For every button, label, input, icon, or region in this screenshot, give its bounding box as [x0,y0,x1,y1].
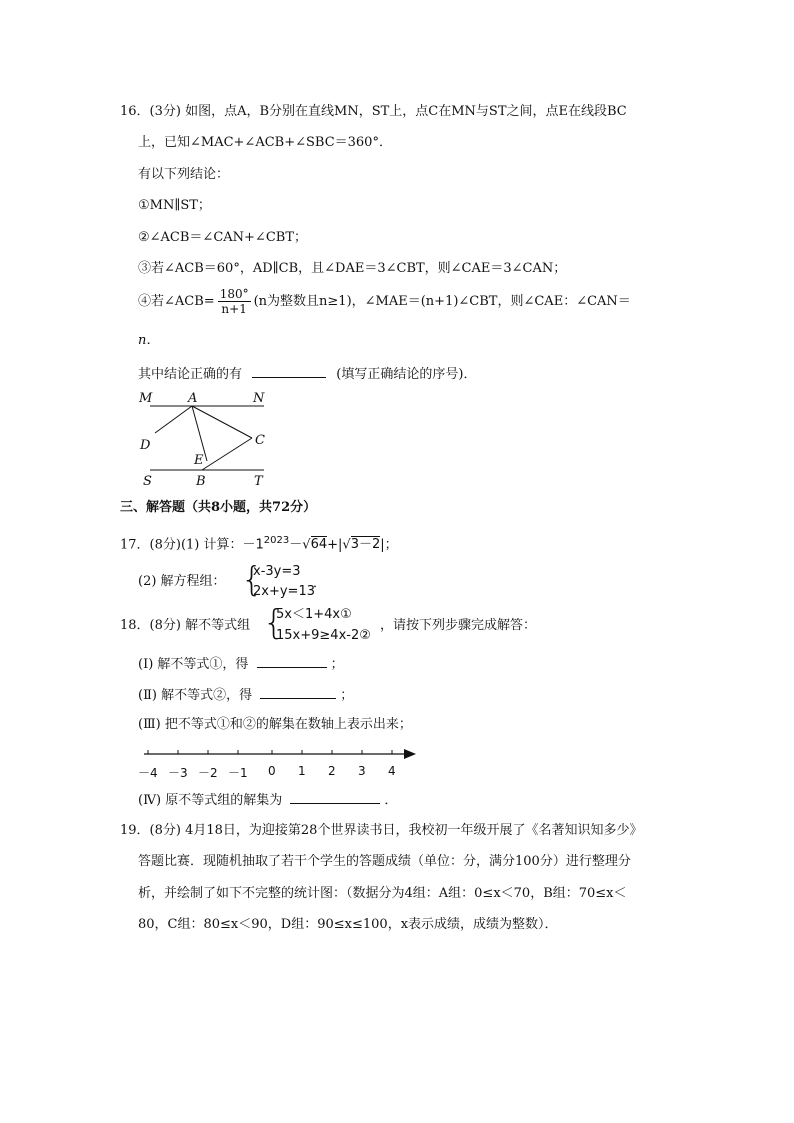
fraction-denominator: n+1 [221,302,247,316]
axis-tick-label: －3 [168,766,188,780]
q17-equation-2: 2x+y=13 [253,584,315,599]
q16-c4-suffix: (n为整数且n≥1)，∠MAE＝(n+1)∠CBT，则∠CAE：∠CAN＝ [253,294,631,309]
q18-step2-label: (Ⅱ) 解不等式②，得 [138,688,253,703]
brace-icon: { [263,603,285,643]
sqrt-icon: √ [302,537,311,553]
label-b: B [196,474,206,488]
q17-prefix: 17．(8分)(1) 计算： [120,537,243,553]
arrow-right-icon [404,749,416,759]
q16-conclusion-2: ②∠ACB＝∠CAN+∠CBT； [138,230,307,245]
abs-bar-right: |； [380,537,398,553]
abs-bar-left: | [338,537,343,553]
q19-line4: 80，C组：80≤x＜90，D组：90≤x≤100，x表示成绩，成绩为整数）． [138,917,558,932]
label-t: T [254,474,263,488]
axis-tick-label: 3 [358,764,366,778]
q18-step4-blank[interactable] [290,791,380,804]
q16-answer-prefix: 其中结论正确的有 [138,367,243,382]
q16-answer-suffix: (填写正确结论的序号)． [336,367,477,382]
q18-step-1: (Ⅰ) 解不等式①，得 ； [138,657,344,672]
q18-suffix: ，请按下列步骤完成解答： [380,618,537,633]
q16-geometry-figure [136,388,276,488]
q17-power-base: －1 [242,537,264,553]
q16-c4-prefix: ④若∠ACB= [138,294,215,309]
q16-line1: 16．(3分) 如图，点A，B分别在直线MN，ST上，点C在MN与ST之间，点E在线段BC [120,104,627,119]
segment-ad [155,406,192,433]
q17-line1 [120,533,398,553]
q17-abs-inner: 3－2 [350,537,381,553]
q17-period: ． [313,576,327,591]
q17-line2-prefix: (2) 解方程组： [138,574,226,589]
q18-step-3: (Ⅲ) 把不等式①和②的解集在数轴上表示出来； [138,717,412,732]
label-n: N [253,391,265,406]
q19-line1: 19．(8分) 4月18日，为迎接第28个世界读书日，我校初一年级开展了《名著知识知多少》 [120,823,643,838]
axis-tick-label: －1 [228,766,248,780]
label-c: C [255,433,265,448]
axis-tick-label: 0 [268,764,276,778]
plus-sign: + [327,537,339,553]
q19-line3: 析，并绘制了如下不完整的统计图：（数据分为4组：A组：0≤x＜70，B组：70≤x＜ [138,886,627,901]
q18-step1-label: (Ⅰ) 解不等式①，得 [138,657,249,672]
q16-answer-blank[interactable] [252,365,326,378]
q16-intro: 有以下列结论： [138,167,230,182]
minus-sign: － [289,537,303,553]
q18-prefix: 18．(8分) 解不等式组 [120,618,251,633]
q18-step-2: (Ⅱ) 解不等式②，得 ； [138,688,354,703]
q16-conclusion-1: ①MN∥ST； [138,198,211,213]
sqrt-icon: √ [342,537,351,553]
q18-step4-label: (Ⅳ) 原不等式组的解集为 [138,793,283,808]
axis-tick-label: 2 [328,764,336,778]
brace-icon: { [241,560,263,600]
axis-tick-label: －2 [198,766,218,780]
label-m: M [139,391,153,406]
axis-tick-label: －4 [138,766,158,780]
label-s: S [143,474,152,488]
q19-line2: 答题比赛．现随机抽取了若干个学生的答题成绩（单位：分，满分100分）进行整理分 [138,854,631,869]
q18-step2-blank[interactable] [260,686,336,699]
label-a: A [188,391,198,406]
q17-radicand: 64 [310,537,328,553]
q17-equation-1: x-3y=3 [253,564,301,579]
section-heading: 三、解答题（共8小题，共72分） [120,500,317,515]
segment-cb [202,438,252,470]
q17-exponent: 2023 [263,535,290,546]
q16-c4-end: n． [138,333,160,348]
q16-conclusion-4 [138,287,631,317]
q16-answer-line [138,365,476,383]
q18-inequality-2: 15x+9≥4x-2② [276,628,371,643]
axis-tick-label: 4 [388,764,396,778]
q18-inequality-1: 5x＜1+4x① [276,607,352,622]
label-e: E [194,453,204,468]
axis-tick-label: 1 [298,764,306,778]
q18-step-4: (Ⅳ) 原不等式组的解集为 ． [138,793,398,808]
fraction-numerator: 180° [219,287,249,301]
q16-c4-fraction [218,287,251,316]
segment-ac [192,406,252,438]
q18-step1-blank[interactable] [257,655,327,668]
label-d: D [140,438,151,453]
q16-line2: 上，已知∠MAC+∠ACB+∠SBC＝360°． [138,135,392,150]
q16-conclusion-3: ③若∠ACB＝60°，AD∥CB，且∠DAE＝3∠CBT，则∠CAE＝3∠CAN； [138,261,567,276]
